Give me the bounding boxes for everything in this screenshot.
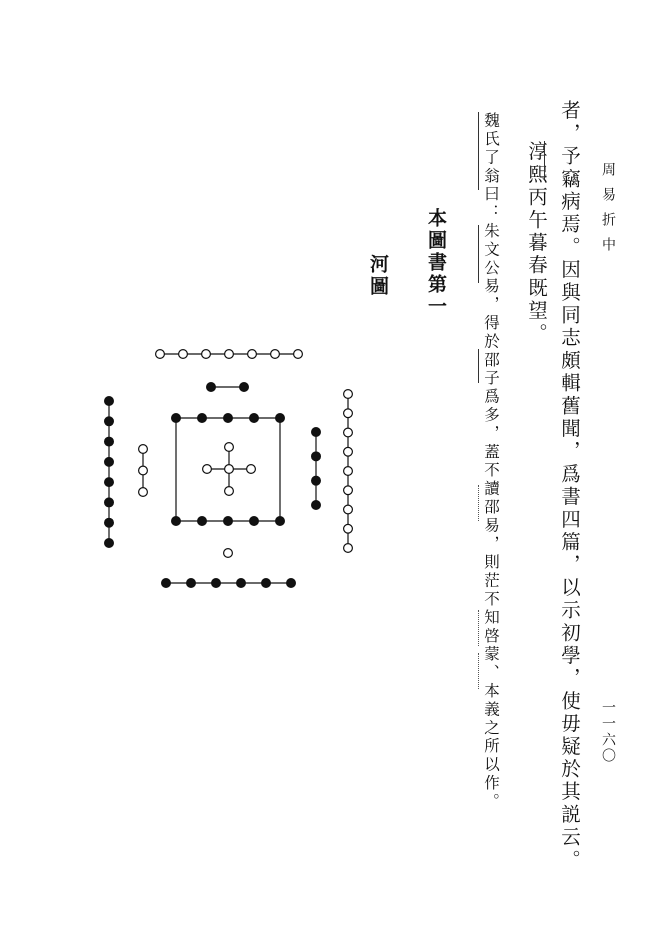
right-outer-dot (344, 467, 353, 476)
left-inner-dot (139, 466, 148, 475)
top-outer-dot (156, 350, 165, 359)
center-dot (225, 465, 234, 474)
right-outer-dot (344, 505, 353, 514)
section-title: 本圖書第一 (425, 208, 447, 318)
center-dot (225, 487, 234, 496)
bottom-outer-dot (262, 579, 271, 588)
running-head: 周易折中 (600, 162, 616, 262)
top-outer-dot (271, 350, 280, 359)
right-outer-dot (344, 428, 353, 437)
right-inner-dot (312, 428, 321, 437)
bottom-outer-dot (187, 579, 196, 588)
right-outer-dot (344, 486, 353, 495)
center-square-dot (172, 414, 181, 423)
center-dot (247, 465, 256, 474)
center-square-dot (276, 517, 285, 526)
right-inner-dot (312, 501, 321, 510)
left-outer-dot (105, 437, 114, 446)
bottom-outer-dot (212, 579, 221, 588)
top-outer-dot (248, 350, 257, 359)
left-outer-dot (105, 478, 114, 487)
center-square-dot (250, 517, 259, 526)
bottom-outer-dot (287, 579, 296, 588)
body-line-2: 淳熙丙午暮春既望。 (525, 141, 548, 346)
center-square-dot (250, 414, 259, 423)
right-inner-dot (312, 452, 321, 461)
bottom-inner-dot (224, 549, 233, 558)
center-square-dot (276, 414, 285, 423)
right-outer-dot (344, 409, 353, 418)
left-outer-dot (105, 397, 114, 406)
figure-title: 河圖 (367, 254, 389, 298)
top-outer-dot (294, 350, 303, 359)
right-outer-dot (344, 544, 353, 553)
center-square-dot (198, 517, 207, 526)
top-inner-dot (207, 383, 216, 392)
page-number: 一一六〇 (600, 700, 616, 764)
top-outer-dot (179, 350, 188, 359)
left-outer-dot (105, 417, 114, 426)
quote-wei-liaoweng: 魏氏了翁曰：朱文公易，得於邵子爲多，蓋不讀邵易，則茫不知啓蒙、本義之所以作。 (482, 112, 500, 812)
bottom-outer-dot (162, 579, 171, 588)
center-square-dot (172, 517, 181, 526)
right-outer-dot (344, 390, 353, 399)
body-line-1: 者，予竊病焉。因與同志頗輯舊聞，爲書四篇，以示初學，使毋疑於其説云。 (558, 100, 581, 872)
right-inner-dot (312, 476, 321, 485)
bottom-outer-dot (237, 579, 246, 588)
center-square-dot (224, 517, 233, 526)
left-inner-dot (139, 445, 148, 454)
right-outer-dot (344, 524, 353, 533)
left-inner-dot (139, 488, 148, 497)
center-dot (225, 443, 234, 452)
center-dot (203, 465, 212, 474)
left-outer-dot (105, 498, 114, 507)
center-square-dot (224, 414, 233, 423)
top-inner-dot (240, 383, 249, 392)
left-outer-dot (105, 539, 114, 548)
top-outer-dot (225, 350, 234, 359)
center-square-dot (198, 414, 207, 423)
left-outer-dot (105, 457, 114, 466)
top-outer-dot (202, 350, 211, 359)
left-outer-dot (105, 518, 114, 527)
right-outer-dot (344, 447, 353, 456)
